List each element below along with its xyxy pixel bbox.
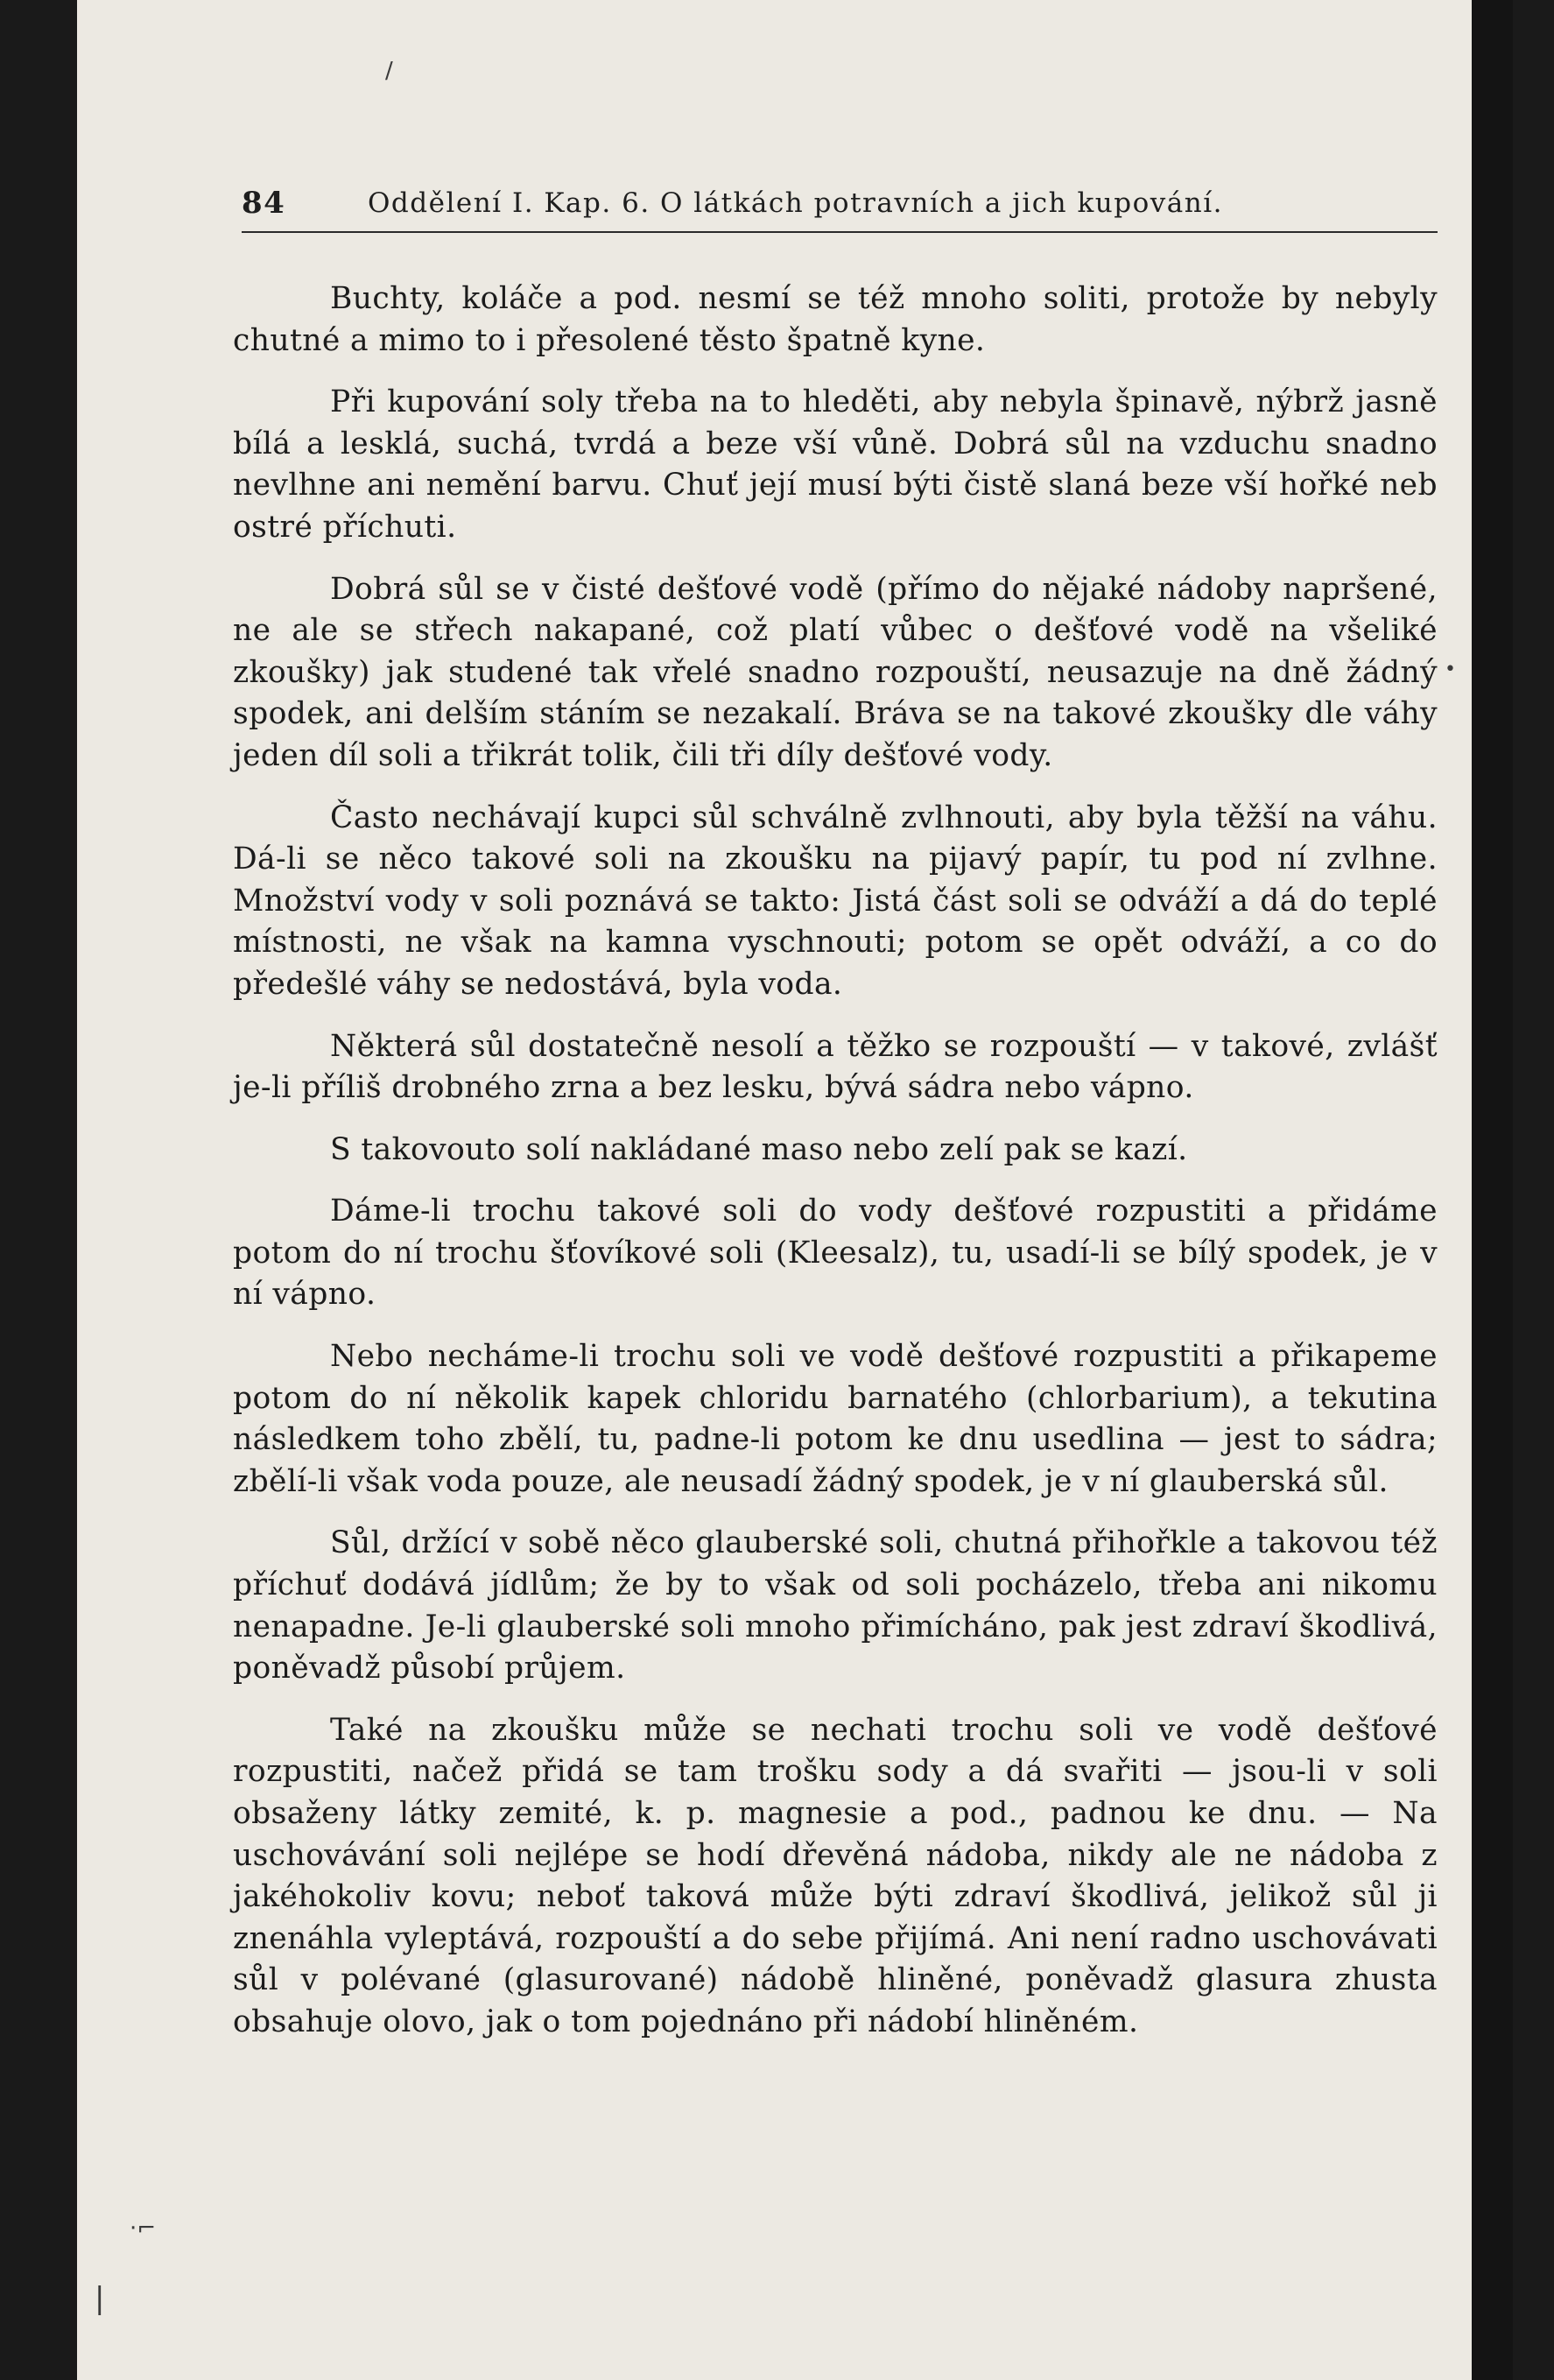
paragraph: Sůl, držící v sobě něco glauberské soli, chutná přihořkle a takovou též příchuť dodává jídlům; že by to však od soli pocházelo, třeba ani nikomu nenapadne. Je-li glauberské soli mnoho přimícháno, pak jest zdraví škodlivá, poněvadž působí průjem. [233,1525,1438,1686]
running-head: Oddělení I. Kap. 6. O látkách potravních a jich kupování. [368,187,1223,219]
paragraph: Některá sůl dostatečně nesolí a těžko se rozpouští — v takové, zvlášť je-li příliš drobného zrna a bez lesku, bývá sádra nebo vápno. [233,1028,1438,1106]
scan-speck: • [1445,658,1456,680]
scan-speck: / [385,58,393,84]
paragraph: Buchty, koláče a pod. nesmí se též mnoho soliti, protože by nebyly chutné a mimo to i přesolené těsto špatně kyne. [233,281,1438,358]
paragraph: Při kupování soly třeba na to hleděti, aby nebyla špinavě, nýbrž jasně bílá a lesklá, suchá, tvrdá a beze vší vůně. Dobrá sůl na vzduchu snadno nevlhne ani nemění barvu. Chuť její musí býti čistě slaná beze vší hořké neb ostré příchuti. [233,384,1438,545]
page-number: 84 [242,186,286,221]
paragraph: Také na zkoušku může se nechati trochu soli ve vodě dešťové rozpustiti, načež přidá se tam trošku sody a dá svařiti — jsou-li v soli obsaženy látky zemité, k. p. magnesie a pod., padnou ke dnu. — Na uschovávání soli nejlépe se hodí dřevěná nádoba, nikdy ale ne nádoba z jakéhokoliv kovu; neboť taková může býti zdraví škodlivá, jelikož sůl ji znenáhla vyleptává, rozpouští a do sebe přijímá. Ani není radno uschovávati sůl v polévané (glasurované) nádobě hliněné, poněvadž glasura zhusta obsahuje olovo, jak o tom pojednáno při nádobí hliněném. [233,1712,1438,2039]
paragraph: Nebo necháme-li trochu soli ve vodě dešťové rozpustiti a přikapeme potom do ní několik kapek chloridu barnatého (chlorbarium), a tekutina následkem toho zbělí, tu, padne-li potom ke dnu usedlina — jest to sádra; zbělí-li však voda pouze, ale neusadí žádný spodek, je v ní glauberská sůl. [233,1339,1438,1499]
paragraph: S takovouto solí nakládané maso nebo zelí pak se kazí. [330,1131,1188,1167]
page-header [242,180,1438,233]
paragraph: Často nechávají kupci sůl schválně zvlhnouti, aby byla těžší na váhu. Dá-li se něco takové soli na zkoušku na pijavý papír, tu pod ní zvlhne. Množství vody v soli poznává se takto: Jistá část soli se odváží a dá do teplé místnosti, ne však na kamna vyschnouti; potom se opět odváží, a co do předešlé váhy se nedostává, byla voda. [233,799,1438,1002]
body-text [233,278,1438,2064]
scan-speck: | [95,2281,105,2316]
scan-speck: ·⌐ [130,2215,157,2242]
page-right-shadow [1472,0,1513,2380]
paragraph: Dáme-li trochu takové soli do vody dešťové rozpustiti a přidáme potom do ní trochu šťovíkové soli (Kleesalz), tu, usadí-li se bílý spodek, je v ní vápno. [233,1194,1438,1313]
scanned-page [77,0,1513,2380]
paragraph: Dobrá sůl se v čisté dešťové vodě (přímo do nějaké nádoby napršené, ne ale se střech nakapané, což platí vůbec o dešťové vodě na všeliké zkoušky) jak studené tak vřelé snadno rozpouští, neusazuje na dně žádný spodek, ani delším stáním se nezakalí. Bráva se na takové zkoušky dle váhy jeden díl soli a třikrát tolik, čili tři díly dešťové vody. [233,571,1438,773]
